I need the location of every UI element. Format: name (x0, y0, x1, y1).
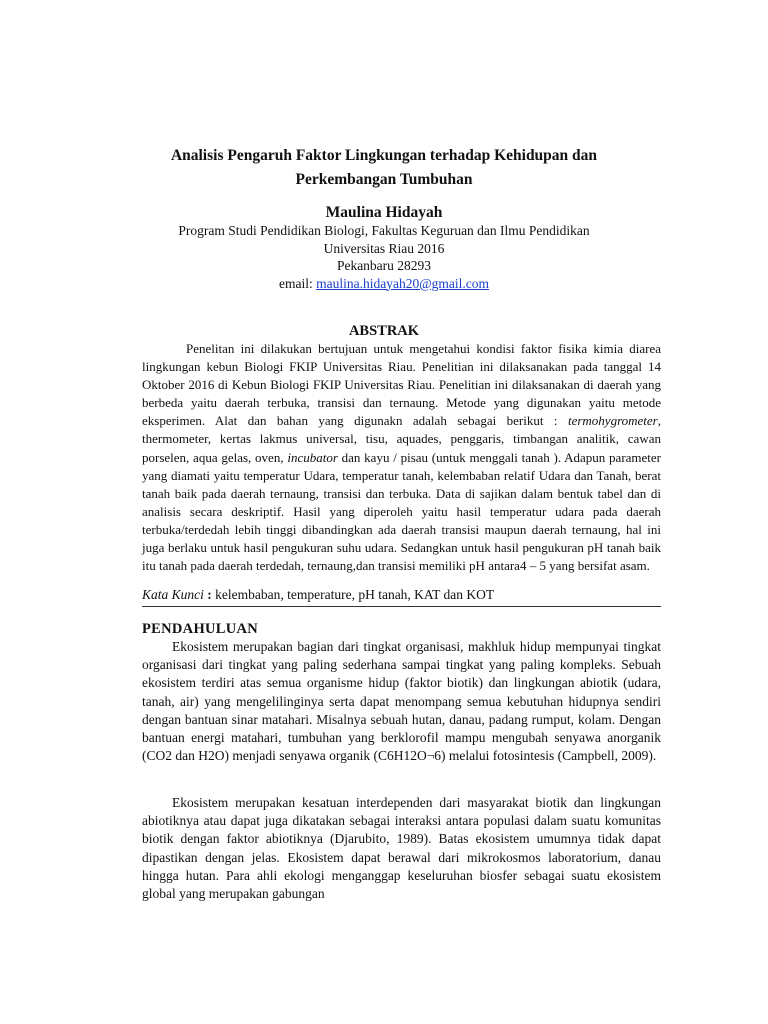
title-line-2: Perkembangan Tumbuhan (295, 171, 473, 188)
paper-title (120, 144, 648, 192)
abstract-text (142, 340, 661, 575)
abstract-italic-term-2: incubator (287, 449, 338, 465)
abstract-part-2: , thermometer, kertas lakmus universal, tisu, aquades, penggaris, timbangan analitik, cawan porselen, aqua gelas, oven, (142, 413, 661, 465)
author-name: Maulina Hidayah (325, 204, 443, 221)
affiliation-line-3: Pekanbaru 28293 (336, 258, 432, 273)
affiliation-line-2: Universitas Riau 2016 (323, 240, 445, 256)
keywords-line (142, 586, 661, 604)
keywords-text: kelembaban, temperature, pH tanah, KAT dan KOT (215, 587, 495, 602)
abstract-italic-term-1: termohygrometer (567, 413, 658, 429)
email-line (120, 275, 648, 293)
abstract-heading: ABSTRAK (348, 323, 420, 339)
affiliation-block (120, 222, 648, 292)
abstract-part-3: dan kayu / pisau (untuk menggali tanah ). Adapun parameter yang diamati yaitu temperatur Udara, temperatur tanah, kelembaban relatif Udara dan Tanah, berat tanah baik pada daerah ternaung, transisi dan terbuka. Data di sajikan dalam bentuk tabel dan di analisis secara deskriptif. Hasil yang diperoleh yaitu hasil temperatur udara pada daerah terbuka/terdedah lebih tinggi dibandingkan ada daerah transisi maupun daerah ternaung, hal ini juga berlaku untuk hasil pengukuran suhu udara. Sedangkan untuk hasil pengukuran pH tanah baik itu tanah pada daerah terdedah, ternaung,dan transisi memiliki pH antara4 – 5 yang bersifat asam. (142, 449, 662, 574)
divider-line (142, 606, 661, 607)
abstract-part-1: Penelitan ini dilakukan bertujuan untuk mengetahui kondisi faktor fisika kimia diarea lingkungan kebun Biologi FKIP Universitas Riau. Penelitian ini dilaksanakan pada tanggal 14 Oktober 2016 di Kebun Biologi FKIP Universitas Riau. Penelitian ini dilaksanakan di daerah yang berbeda yaitu daerah terbuka, transisi dan ternaung. Metode yang digunakan yaitu metode eksperimen. Alat dan bahan yang digunakn adalah sebagai berikut : (142, 341, 661, 429)
body-paragraph-1: Ekosistem merupakan bagian dari tingkat organisasi, makhluk hidup mempunyai tingkat organisasi dari tingkat yang paling sederhana sampai tingkat yang paling kompleks. Sebuah ekosistem terdiri atas semua organisme hidup (faktor biotik) dan lingkungan abiotik (udara, tanah, air) yang mengelilinginya serta dapat menompang semua kebutuhan hidupnya sendiri dengan bantuan sinar matahari. Misalnya sebuah hutan, danau, padang rumput, kolam. Dengan bantuan energi matahari, tumbuhan yang berklorofil mampu mengubah senyawa anorganik (CO2 dan H2O) menjadi senyawa organik (C6H12O¬6) melalui fotosintesis (Campbell, 2009). (142, 639, 661, 764)
section-heading: PENDAHULUAN (142, 621, 259, 637)
email-label: email: (278, 275, 317, 291)
keywords-colon: : (203, 587, 216, 602)
title-line-1: Analisis Pengaruh Faktor Lingkungan terhadap Kehidupan dan (170, 147, 598, 164)
keywords-label: Kata Kunci (142, 587, 204, 602)
body-paragraph-2: Ekosistem merupakan kesatuan interdependen dari masyarakat biotik dan lingkungan abiotiknya atau dapat juga dikatakan sebagai interaksi antara populasi dalam suatu komunitas biotik dengan faktor abiotiknya (Djarubito, 1989). Batas ekosistem umumnya tidak dapat dipastikan dengan jelas. Ekosistem dapat berawal dari mikrokosmos laboratorium, danau hingga hutan. Para ahli ekologi menganggap keseluruhan biosfer sebagai suatu ekosistem global yang merupakan gabungan (142, 795, 661, 902)
affiliation-line-1: Program Studi Pendidikan Biologi, Fakultas Keguruan dan Ilmu Pendidikan (178, 223, 590, 238)
email-link[interactable]: maulina.hidayah20@gmail.com (316, 275, 489, 291)
